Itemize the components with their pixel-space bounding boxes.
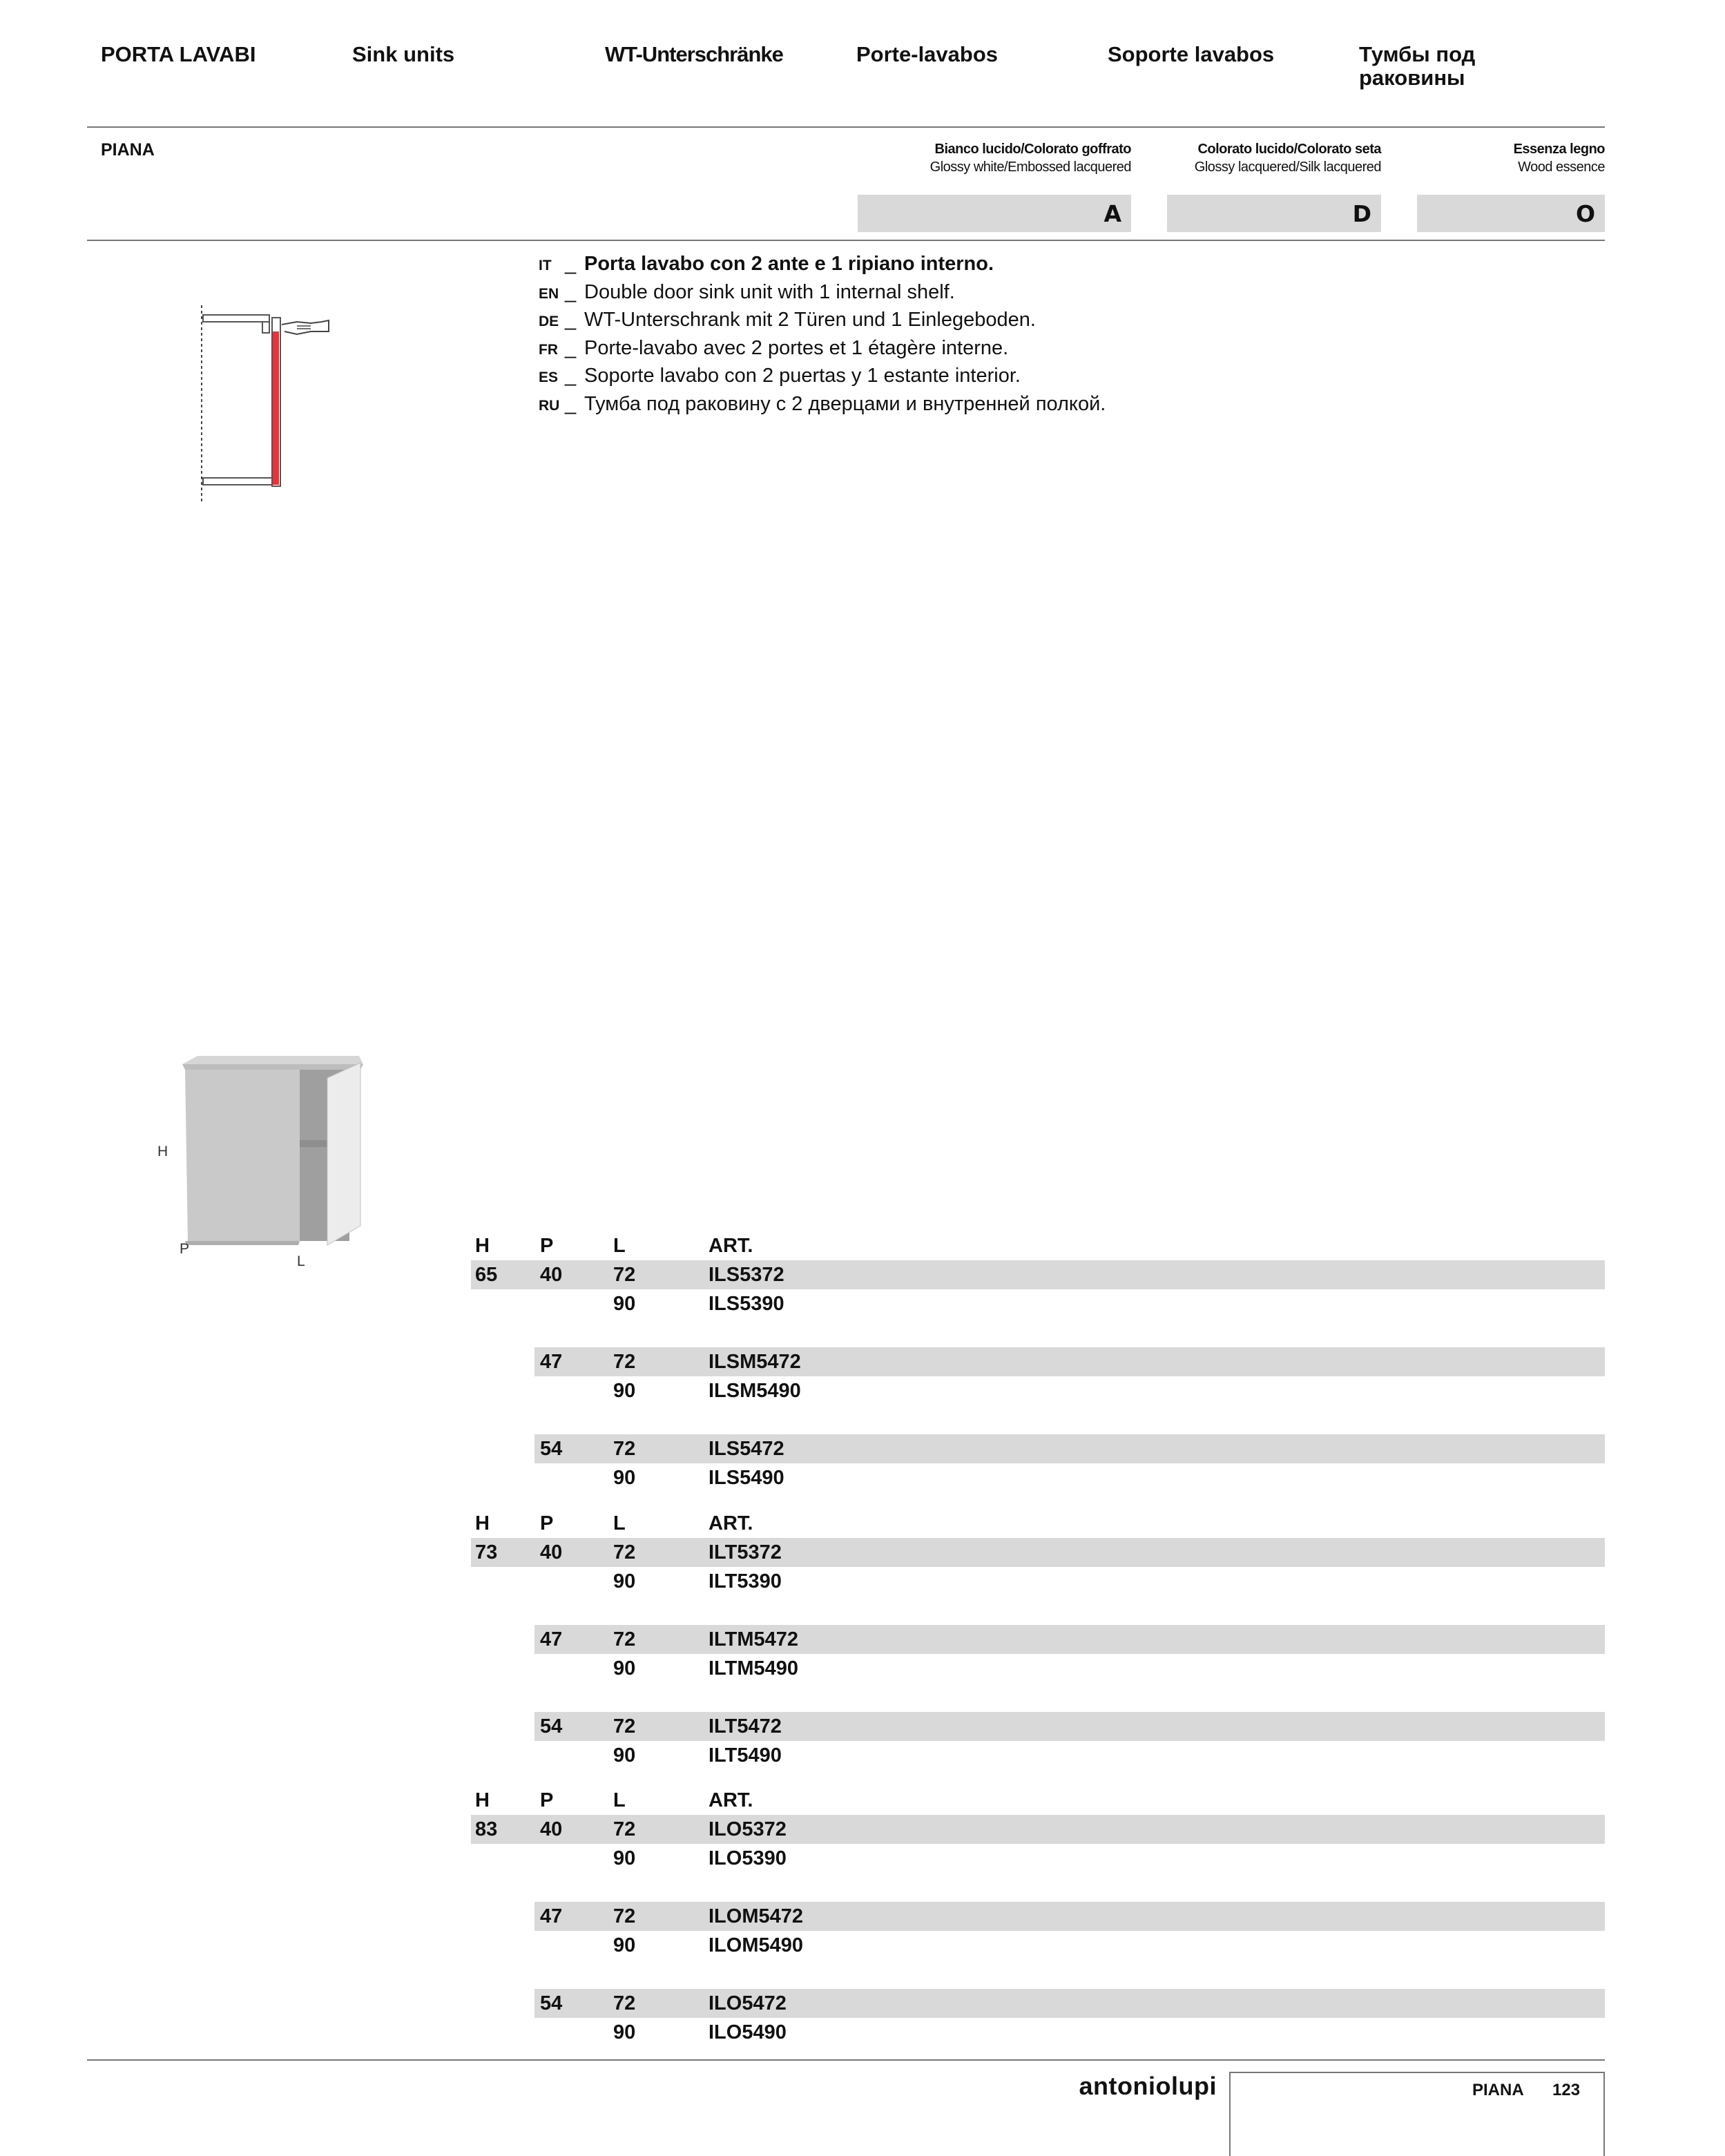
header-title-es: Soporte lavabos	[1108, 42, 1275, 66]
description-es: ES _ Soporte lavabo con 2 puertas y 1 estante interior.	[539, 365, 1021, 387]
table-row: 47 72 ILSM5472	[471, 1347, 1605, 1376]
bottom-panel	[203, 478, 272, 485]
table-row: 90 ILS5390	[613, 1293, 784, 1315]
door-section-diagram	[193, 297, 345, 504]
description-block	[539, 250, 1106, 418]
finish-o-subtitle: Wood essence	[1518, 160, 1605, 175]
table-row: 73 40 72 ILT5372	[471, 1538, 1605, 1567]
description-fr: FR _ Porte-lavabo avec 2 portes et 1 étagère interne.	[539, 336, 1009, 359]
description-de: DE _ WT-Unterschrank mit 2 Türen und 1 Einlegeboden.	[539, 309, 1036, 331]
cabinet-top	[182, 1056, 363, 1064]
header-divider	[87, 126, 1605, 128]
table-row: 90 ILT5390	[613, 1570, 782, 1592]
header-title-fr: Porte-lavabos	[856, 42, 999, 66]
footer-divider	[87, 2059, 1605, 2061]
finish-d-label	[1195, 140, 1381, 176]
product-image	[173, 1053, 373, 1260]
cabinet-left-door	[185, 1070, 300, 1241]
table-row: 83 40 72 ILO5372	[471, 1815, 1605, 1844]
finish-code-d: D	[1167, 195, 1381, 232]
description-en: EN _ Double door sink unit with 1 internal shelf.	[539, 280, 955, 303]
table-header-row: H P L ART.	[475, 1235, 753, 1257]
table-header-row: H P L ART.	[475, 1789, 753, 1811]
dimensions-table-h73	[471, 1509, 1605, 1770]
door-edge-red	[273, 331, 279, 485]
finish-code-a: A	[858, 195, 1131, 232]
dimensions-table-h83	[471, 1786, 1605, 2047]
dimension-l-label: L	[297, 1253, 305, 1269]
table-row: 90 ILO5490	[613, 2021, 787, 2043]
table-row: 54 72 ILS5472	[471, 1434, 1605, 1463]
page-number: 123	[1552, 2081, 1581, 2099]
header-title-it: PORTA LAVABI	[101, 42, 256, 66]
table-row: 90 ILS5490	[613, 1467, 784, 1489]
table-row: 90 ILTM5490	[613, 1657, 799, 1679]
dimension-h-label: H	[157, 1144, 168, 1159]
description-it: IT _ Porta lavabo con 2 ante e 1 ripiano interno.	[539, 253, 994, 275]
top-panel	[203, 315, 269, 322]
finish-o-label	[1514, 140, 1605, 176]
table-row: 47 72 ILOM5472	[471, 1902, 1605, 1931]
table-row: 90 ILT5490	[613, 1744, 782, 1767]
section-divider	[87, 240, 1605, 241]
header-title-en: Sink units	[352, 42, 455, 66]
header-title-de: WT-Unterschränke	[605, 42, 783, 66]
section-label: PIANA	[101, 140, 155, 160]
table-row: 90 ILO5390	[613, 1847, 787, 1869]
footer-box	[1229, 2072, 1605, 2156]
table-row: 54 72 ILO5472	[471, 1989, 1605, 2018]
table-header-row: H P L ART.	[475, 1512, 753, 1534]
finish-a-title: Bianco lucido/Colorato goffrato	[934, 142, 1131, 157]
table-row: 65 40 72 ILS5372	[471, 1260, 1605, 1289]
finish-code-o: O	[1417, 195, 1605, 232]
table-row: 90 ILSM5490	[613, 1380, 801, 1402]
table-row: 90 ILOM5490	[613, 1934, 803, 1956]
dimension-p-label: P	[180, 1241, 190, 1257]
header-title-ru: Тумбы под раковины	[1359, 42, 1476, 90]
dimensions-table-h65	[471, 1231, 1605, 1492]
finish-o-title: Essenza legno	[1513, 142, 1605, 157]
finish-a-label	[930, 140, 1131, 176]
finish-d-title: Colorato lucido/Colorato seta	[1197, 142, 1381, 157]
footer-section-label: PIANA	[1472, 2081, 1524, 2099]
top-bracket	[262, 322, 269, 333]
table-row: 47 72 ILTM5472	[471, 1625, 1605, 1654]
finish-d-subtitle: Glossy lacquered/Silk lacquered	[1194, 160, 1381, 175]
brand-logo: antoniolupi	[1079, 2072, 1217, 2100]
finish-a-subtitle: Glossy white/Embossed lacquered	[929, 160, 1131, 175]
cabinet-open-door	[327, 1063, 360, 1245]
description-ru: RU _ Тумба под раковину с 2 дверцами и внутренней полкой.	[539, 392, 1106, 415]
table-row: 54 72 ILT5472	[471, 1712, 1605, 1741]
hand-icon	[282, 320, 329, 334]
